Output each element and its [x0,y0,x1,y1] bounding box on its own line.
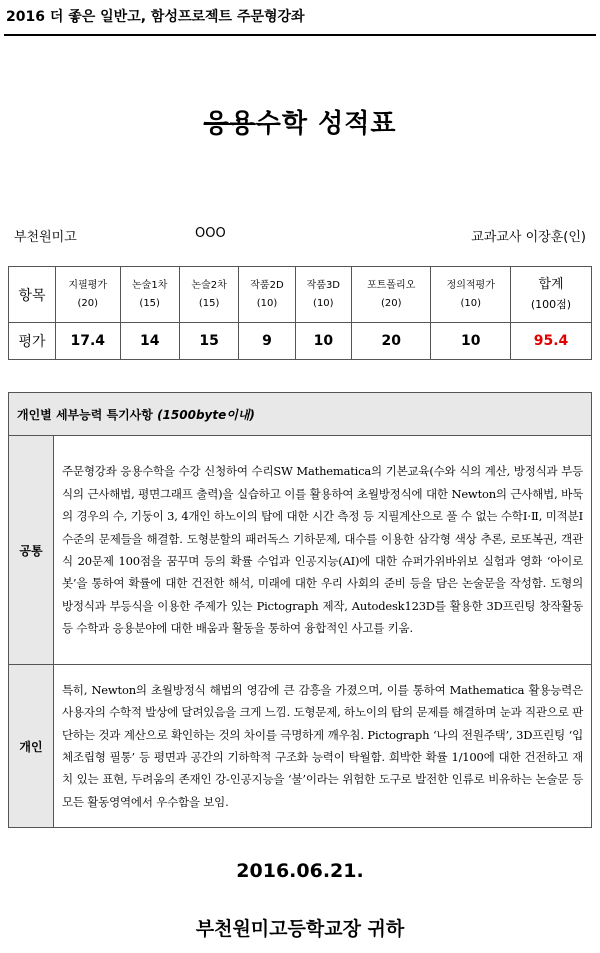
page-title [0,103,600,140]
student-name: OOO [195,226,226,241]
item-header: 항목 [9,267,56,323]
score-value: 14 [120,323,179,360]
value-header: 평가 [9,323,56,360]
detail-heading-note: (1500byte이내) [157,407,255,422]
score-table [8,266,592,360]
score-header-row [9,267,592,323]
issue-date: 2016.06.21. [236,860,364,882]
column-label: 작품3D [306,279,341,291]
score-value: 17.4 [56,323,121,360]
score-value-row [9,323,592,360]
detail-heading [9,393,592,436]
total-header [511,267,592,323]
common-text: 주문형강좌 응용수학을 수강 신청하여 수리SW Mathematica의 기본교육(수와 식의 계산, 방정식과 부등식의 근사해법, 평면그래프 출력)을 실습하고 이를 활용하여 초월방정식에 대한 Newton의 근사해법, 바둑의 경우의 수, 기둥이 3, 4개인 하노이의 탑에 대한 시간 측정 등 지필계산으로 풀 수 없는 수학Ⅰ·Ⅱ, 미적분Ⅰ 수준의 문제들을 해결함. 도형분할의 패러독스 기하문제, 대수를 이용한 삼각형 색상 추론, 로또복권, 객관식 20문제 100점을 꿈꾸며 등의 확률 수업과 인공지능(AI)에 대한 슈퍼가위바위보 실험과 영화 ‘아이로봇’을 통하여 확률에 대한 건전한 해석, 미래에 대한 우리 사회의 준비 등을 담은 논술문을 작성함. 도형의 방정식과 부등식을 이용한 주제가 있는 Pictograph 제작, Autodesk123D를 활용한 3D프린팅 창작활동 등 수학과 응용분야에 대한 배움과 활동을 통하여 융합적인 사고를 키움. [54,436,592,665]
total-max: (100점) [530,297,572,311]
school-name: 부천원미고 [14,230,77,245]
teacher-name: 교과교사 이장훈(인) [471,230,586,245]
detail-heading-text: 개인별 세부능력 특기사항 [17,407,153,422]
column-label: 지필평가 [68,279,108,291]
title-strike-text: 응용 [203,109,256,139]
common-row [9,436,592,665]
column-header [120,267,179,323]
score-value: 15 [179,323,238,360]
score-value: 10 [431,323,511,360]
column-header [295,267,351,323]
common-label: 공통 [9,436,54,665]
title-text: 수학 성적표 [255,109,397,139]
column-header [352,267,431,323]
column-label: 작품2D [250,279,284,291]
detail-heading-row [9,393,592,436]
column-max: (15) [139,297,160,309]
header-divider [4,34,596,36]
recipient-footer: 부천원미고등학교장 귀하 [195,918,405,940]
column-label: 정의적평가 [446,279,495,291]
column-label: 논술1차 [132,279,168,291]
column-max: (10) [313,297,334,309]
score-value: 9 [239,323,295,360]
detail-table [8,392,592,828]
personal-label: 개인 [9,665,54,828]
column-max: (10) [256,297,278,309]
score-value: 20 [352,323,431,360]
total-label: 합계 [538,276,564,292]
personal-text: 특히, Newton의 초월방정식 해법의 영감에 큰 감흥을 가졌으며, 이를 통하여 Mathematica 활용능력은 사용자의 수학적 발상에 달려있음을 크게 느낌. 도형문제, 하노이의 탑의 문제를 해결하며 눈과 직관으로 판단하는 것과 계산으로 확인하는 것의 차이를 극명하게 깨우침. Pictograph ‘나의 전원주택’, 3D프린팅 ‘입체조립형 필통’ 등 평면과 공간의 기하학적 구조화 능력이 탁월함. 희박한 확률 1/100에 대한 건전하고 재치 있는 표현, 두려움의 존재인 강-인공지능을 ‘불’이라는 위험한 도구로 발전한 인류로 비유하는 논술문 등 모든 활동영역에서 우수함을 보임. [54,665,592,828]
total-value: 95.4 [511,323,592,360]
column-header [431,267,511,323]
column-header [56,267,121,323]
column-header [179,267,238,323]
score-value: 10 [295,323,351,360]
column-max: (10) [460,297,481,309]
column-label: 포트폴리오 [367,279,416,291]
column-max: (20) [380,297,402,309]
personal-row [9,665,592,828]
column-max: (20) [77,297,99,309]
column-label: 논술2차 [191,279,227,291]
column-max: (15) [198,297,220,309]
page-header: 2016 더 좋은 일반고, 함성프로젝트 주문형강좌 [6,9,305,25]
column-header [239,267,295,323]
